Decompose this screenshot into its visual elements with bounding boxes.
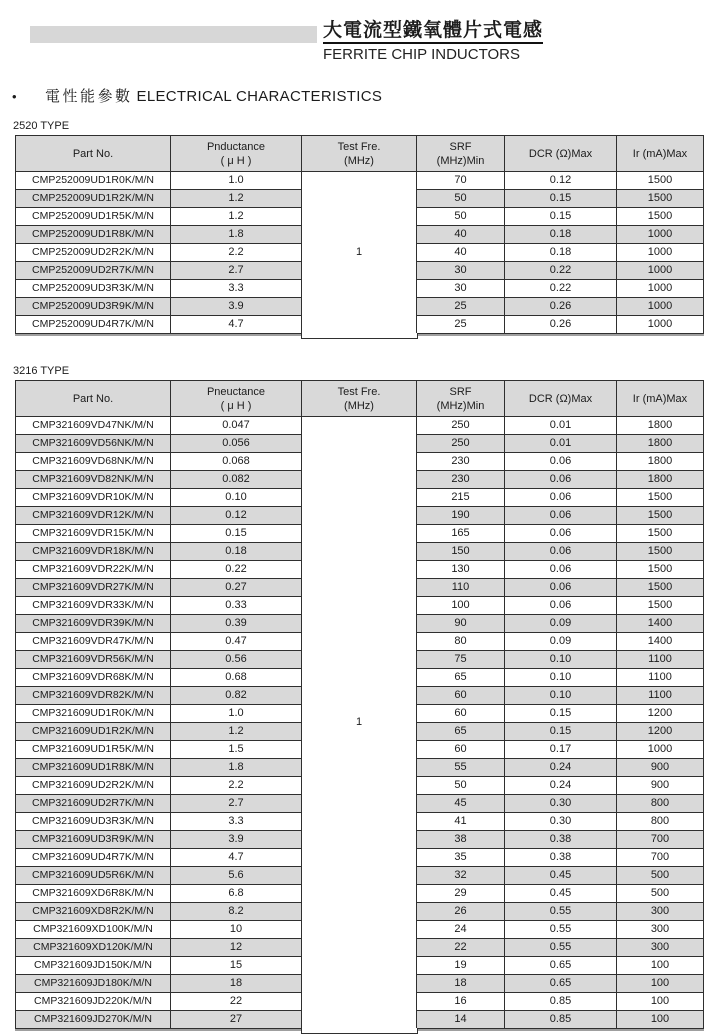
ir-cell: 300 — [617, 903, 704, 921]
inductance-cell: 10 — [171, 921, 302, 939]
ir-cell: 1800 — [617, 417, 704, 435]
dcr-cell: 0.65 — [505, 957, 617, 975]
dcr-cell: 0.22 — [505, 280, 617, 298]
part-no-cell: CMP321609UD1R2K/M/N — [16, 723, 171, 741]
ir-cell: 100 — [617, 1011, 704, 1029]
dcr-cell: 0.15 — [505, 190, 617, 208]
srf-cell: 75 — [417, 651, 505, 669]
col-header-inductance: Pnductance ( μ H ) — [171, 136, 302, 172]
srf-cell: 40 — [417, 226, 505, 244]
ir-cell: 1000 — [617, 741, 704, 759]
part-no-cell: CMP321609UD3R3K/M/N — [16, 813, 171, 831]
type-label-2520: 2520 TYPE — [13, 120, 70, 132]
dcr-cell: 0.22 — [505, 262, 617, 280]
inductance-cell: 1.0 — [171, 705, 302, 723]
ir-cell: 1500 — [617, 208, 704, 226]
table-3216-body — [16, 417, 704, 1029]
inductance-cell: 0.047 — [171, 417, 302, 435]
srf-cell: 165 — [417, 525, 505, 543]
part-no-cell: CMP321609XD6R8K/M/N — [16, 885, 171, 903]
srf-cell: 80 — [417, 633, 505, 651]
inductance-cell: 5.6 — [171, 867, 302, 885]
srf-cell: 60 — [417, 705, 505, 723]
dcr-cell: 0.55 — [505, 921, 617, 939]
inductance-cell: 1.2 — [171, 208, 302, 226]
inductance-cell: 2.7 — [171, 262, 302, 280]
dcr-cell: 0.38 — [505, 831, 617, 849]
inductance-cell: 27 — [171, 1011, 302, 1029]
inductance-cell: 0.056 — [171, 435, 302, 453]
inductance-cell: 1.2 — [171, 190, 302, 208]
part-no-cell: CMP321609JD270K/M/N — [16, 1011, 171, 1029]
inductance-cell: 8.2 — [171, 903, 302, 921]
srf-cell: 90 — [417, 615, 505, 633]
bullet-icon: • — [12, 89, 17, 104]
ir-cell: 1500 — [617, 190, 704, 208]
srf-cell: 60 — [417, 687, 505, 705]
part-no-cell: CMP252009UD3R3K/M/N — [16, 280, 171, 298]
dcr-cell: 0.55 — [505, 939, 617, 957]
inductance-cell: 3.3 — [171, 813, 302, 831]
col-header-test-fre: Test Fre. (MHz) — [302, 136, 417, 172]
ir-cell: 1200 — [617, 705, 704, 723]
part-no-cell: CMP321609UD1R8K/M/N — [16, 759, 171, 777]
part-no-cell: CMP321609VD56NK/M/N — [16, 435, 171, 453]
srf-cell: 16 — [417, 993, 505, 1011]
test-frequency-cell: 1 — [302, 417, 417, 1029]
srf-cell: 250 — [417, 417, 505, 435]
header-row — [16, 136, 704, 172]
srf-cell: 70 — [417, 172, 505, 190]
section-title-zh: 電性能參數 — [45, 88, 133, 105]
ir-cell: 1000 — [617, 280, 704, 298]
srf-cell: 50 — [417, 190, 505, 208]
srf-cell: 130 — [417, 561, 505, 579]
ir-cell: 1500 — [617, 543, 704, 561]
part-no-cell: CMP321609VDR10K/M/N — [16, 489, 171, 507]
inductance-cell: 3.9 — [171, 831, 302, 849]
ir-cell: 1000 — [617, 226, 704, 244]
part-no-cell: CMP321609XD120K/M/N — [16, 939, 171, 957]
dcr-cell: 0.06 — [505, 543, 617, 561]
dcr-cell: 0.10 — [505, 669, 617, 687]
ir-cell: 1500 — [617, 579, 704, 597]
part-no-cell: CMP321609XD8R2K/M/N — [16, 903, 171, 921]
srf-cell: 24 — [417, 921, 505, 939]
col-header-part-no: Part No. — [16, 381, 171, 417]
ir-cell: 1500 — [617, 507, 704, 525]
table-2520 — [15, 135, 704, 334]
srf-cell: 40 — [417, 244, 505, 262]
col-header-ir: Ir (mA)Max — [617, 136, 704, 172]
inductance-cell: 4.7 — [171, 316, 302, 334]
ir-cell: 1200 — [617, 723, 704, 741]
col-header-dcr: DCR (Ω)Max — [505, 381, 617, 417]
inductance-cell: 0.12 — [171, 507, 302, 525]
part-no-cell: CMP321609VDR27K/M/N — [16, 579, 171, 597]
dcr-cell: 0.06 — [505, 489, 617, 507]
ir-cell: 100 — [617, 957, 704, 975]
inductance-cell: 0.82 — [171, 687, 302, 705]
col-header-srf: SRF (MHz)Min — [417, 136, 505, 172]
dcr-cell: 0.06 — [505, 471, 617, 489]
dcr-cell: 0.12 — [505, 172, 617, 190]
table-3216-wrap — [15, 380, 703, 1029]
dcr-cell: 0.30 — [505, 813, 617, 831]
ir-cell: 800 — [617, 813, 704, 831]
srf-cell: 100 — [417, 597, 505, 615]
srf-cell: 41 — [417, 813, 505, 831]
ir-cell: 1400 — [617, 615, 704, 633]
srf-cell: 50 — [417, 777, 505, 795]
inductance-cell: 0.10 — [171, 489, 302, 507]
srf-cell: 50 — [417, 208, 505, 226]
inductance-cell: 3.9 — [171, 298, 302, 316]
srf-cell: 65 — [417, 723, 505, 741]
ir-cell: 1800 — [617, 453, 704, 471]
dcr-cell: 0.15 — [505, 705, 617, 723]
part-no-cell: CMP252009UD1R0K/M/N — [16, 172, 171, 190]
header-gray-bar — [30, 26, 317, 43]
srf-cell: 215 — [417, 489, 505, 507]
part-no-cell: CMP321609UD3R9K/M/N — [16, 831, 171, 849]
ir-cell: 1400 — [617, 633, 704, 651]
dcr-cell: 0.26 — [505, 316, 617, 334]
dcr-cell: 0.17 — [505, 741, 617, 759]
inductance-cell: 0.68 — [171, 669, 302, 687]
part-no-cell: CMP321609UD2R2K/M/N — [16, 777, 171, 795]
srf-cell: 230 — [417, 453, 505, 471]
ir-cell: 500 — [617, 867, 704, 885]
inductance-cell: 1.2 — [171, 723, 302, 741]
col-header-test-fre: Test Fre. (MHz) — [302, 381, 417, 417]
title-block — [323, 21, 543, 64]
srf-cell: 32 — [417, 867, 505, 885]
ir-cell: 700 — [617, 849, 704, 867]
inductance-cell: 0.56 — [171, 651, 302, 669]
dcr-cell: 0.85 — [505, 993, 617, 1011]
srf-cell: 55 — [417, 759, 505, 777]
part-no-cell: CMP321609VD82NK/M/N — [16, 471, 171, 489]
type-label-3216: 3216 TYPE — [13, 365, 70, 377]
col-header-part-no: Part No. — [16, 136, 171, 172]
table-3216 — [15, 380, 704, 1029]
col-header-inductance: Pneuctance ( μ H ) — [171, 381, 302, 417]
part-no-cell: CMP252009UD1R5K/M/N — [16, 208, 171, 226]
part-no-cell: CMP321609JD180K/M/N — [16, 975, 171, 993]
inductance-cell: 0.47 — [171, 633, 302, 651]
inductance-cell: 18 — [171, 975, 302, 993]
dcr-cell: 0.45 — [505, 867, 617, 885]
part-no-cell: CMP321609JD150K/M/N — [16, 957, 171, 975]
dcr-cell: 0.06 — [505, 525, 617, 543]
table-row — [16, 417, 704, 435]
dcr-cell: 0.26 — [505, 298, 617, 316]
dcr-cell: 0.10 — [505, 651, 617, 669]
table-2520-head — [16, 136, 704, 172]
inductance-cell: 1.0 — [171, 172, 302, 190]
srf-cell: 25 — [417, 298, 505, 316]
dcr-cell: 0.10 — [505, 687, 617, 705]
srf-cell: 110 — [417, 579, 505, 597]
ir-cell: 300 — [617, 939, 704, 957]
dcr-cell: 0.06 — [505, 561, 617, 579]
dcr-cell: 0.06 — [505, 453, 617, 471]
srf-cell: 35 — [417, 849, 505, 867]
dcr-cell: 0.18 — [505, 244, 617, 262]
inductance-cell: 0.27 — [171, 579, 302, 597]
inductance-cell: 0.068 — [171, 453, 302, 471]
dcr-cell: 0.06 — [505, 507, 617, 525]
part-no-cell: CMP252009UD2R2K/M/N — [16, 244, 171, 262]
header-row — [16, 381, 704, 417]
part-no-cell: CMP321609VDR68K/M/N — [16, 669, 171, 687]
part-no-cell: CMP321609VDR82K/M/N — [16, 687, 171, 705]
col-header-srf: SRF (MHz)Min — [417, 381, 505, 417]
ir-cell: 1800 — [617, 471, 704, 489]
ir-cell: 1500 — [617, 489, 704, 507]
ir-cell: 1500 — [617, 172, 704, 190]
ir-cell: 1500 — [617, 597, 704, 615]
dcr-cell: 0.18 — [505, 226, 617, 244]
dcr-cell: 0.85 — [505, 1011, 617, 1029]
ir-cell: 1000 — [617, 244, 704, 262]
ir-cell: 1000 — [617, 316, 704, 334]
inductance-cell: 1.8 — [171, 226, 302, 244]
table-2520-body — [16, 172, 704, 334]
part-no-cell: CMP252009UD3R9K/M/N — [16, 298, 171, 316]
srf-cell: 26 — [417, 903, 505, 921]
dcr-cell: 0.15 — [505, 208, 617, 226]
part-no-cell: CMP321609VDR18K/M/N — [16, 543, 171, 561]
inductance-cell: 15 — [171, 957, 302, 975]
col-header-ir: Ir (mA)Max — [617, 381, 704, 417]
part-no-cell: CMP321609UD2R7K/M/N — [16, 795, 171, 813]
ir-cell: 1800 — [617, 435, 704, 453]
page-header — [0, 0, 718, 64]
inductance-cell: 2.2 — [171, 777, 302, 795]
part-no-cell: CMP321609VDR33K/M/N — [16, 597, 171, 615]
srf-cell: 150 — [417, 543, 505, 561]
dcr-cell: 0.01 — [505, 435, 617, 453]
inductance-cell: 22 — [171, 993, 302, 1011]
part-no-cell: CMP321609VDR22K/M/N — [16, 561, 171, 579]
dcr-cell: 0.01 — [505, 417, 617, 435]
part-no-cell: CMP321609VD68NK/M/N — [16, 453, 171, 471]
srf-cell: 230 — [417, 471, 505, 489]
ir-cell: 700 — [617, 831, 704, 849]
part-no-cell: CMP321609VDR39K/M/N — [16, 615, 171, 633]
part-no-cell: CMP321609UD1R5K/M/N — [16, 741, 171, 759]
srf-cell: 65 — [417, 669, 505, 687]
srf-cell: 30 — [417, 262, 505, 280]
ir-cell: 300 — [617, 921, 704, 939]
inductance-cell: 3.3 — [171, 280, 302, 298]
part-no-cell: CMP321609UD1R0K/M/N — [16, 705, 171, 723]
inductance-cell: 0.15 — [171, 525, 302, 543]
ir-cell: 1500 — [617, 561, 704, 579]
part-no-cell: CMP321609UD5R6K/M/N — [16, 867, 171, 885]
dcr-cell: 0.38 — [505, 849, 617, 867]
inductance-cell: 2.2 — [171, 244, 302, 262]
dcr-cell: 0.24 — [505, 759, 617, 777]
ir-cell: 1500 — [617, 525, 704, 543]
inductance-cell: 1.8 — [171, 759, 302, 777]
part-no-cell: CMP252009UD4R7K/M/N — [16, 316, 171, 334]
page-title-zh: 大電流型鐵氧體片式電感 — [323, 21, 543, 44]
ir-cell: 1100 — [617, 687, 704, 705]
col-header-dcr: DCR (Ω)Max — [505, 136, 617, 172]
table-3216-head — [16, 381, 704, 417]
part-no-cell: CMP321609VDR12K/M/N — [16, 507, 171, 525]
ir-cell: 900 — [617, 759, 704, 777]
srf-cell: 25 — [417, 316, 505, 334]
dcr-cell: 0.09 — [505, 615, 617, 633]
dcr-cell: 0.15 — [505, 723, 617, 741]
ir-cell: 900 — [617, 777, 704, 795]
ir-cell: 800 — [617, 795, 704, 813]
dcr-cell: 0.45 — [505, 885, 617, 903]
inductance-cell: 6.8 — [171, 885, 302, 903]
test-column-cell-extension — [301, 1028, 418, 1034]
part-no-cell: CMP252009UD1R2K/M/N — [16, 190, 171, 208]
part-no-cell: CMP321609JD220K/M/N — [16, 993, 171, 1011]
part-no-cell: CMP252009UD1R8K/M/N — [16, 226, 171, 244]
ir-cell: 500 — [617, 885, 704, 903]
dcr-cell: 0.30 — [505, 795, 617, 813]
inductance-cell: 1.5 — [171, 741, 302, 759]
part-no-cell: CMP321609XD100K/M/N — [16, 921, 171, 939]
part-no-cell: CMP321609VDR56K/M/N — [16, 651, 171, 669]
srf-cell: 30 — [417, 280, 505, 298]
test-column-cell-extension — [301, 333, 418, 339]
ir-cell: 1100 — [617, 651, 704, 669]
part-no-cell: CMP321609VDR47K/M/N — [16, 633, 171, 651]
inductance-cell: 0.39 — [171, 615, 302, 633]
part-no-cell: CMP321609VDR15K/M/N — [16, 525, 171, 543]
table-2520-wrap — [15, 135, 703, 334]
dcr-cell: 0.06 — [505, 597, 617, 615]
srf-cell: 19 — [417, 957, 505, 975]
inductance-cell: 2.7 — [171, 795, 302, 813]
srf-cell: 29 — [417, 885, 505, 903]
inductance-cell: 0.18 — [171, 543, 302, 561]
srf-cell: 18 — [417, 975, 505, 993]
section-title-row — [12, 85, 718, 106]
srf-cell: 60 — [417, 741, 505, 759]
inductance-cell: 0.082 — [171, 471, 302, 489]
inductance-cell: 4.7 — [171, 849, 302, 867]
ir-cell: 100 — [617, 975, 704, 993]
srf-cell: 45 — [417, 795, 505, 813]
test-frequency-cell: 1 — [302, 172, 417, 334]
ir-cell: 1100 — [617, 669, 704, 687]
srf-cell: 250 — [417, 435, 505, 453]
part-no-cell: CMP252009UD2R7K/M/N — [16, 262, 171, 280]
dcr-cell: 0.06 — [505, 579, 617, 597]
dcr-cell: 0.24 — [505, 777, 617, 795]
inductance-cell: 0.22 — [171, 561, 302, 579]
inductance-cell: 12 — [171, 939, 302, 957]
table-row — [16, 172, 704, 190]
dcr-cell: 0.09 — [505, 633, 617, 651]
dcr-cell: 0.55 — [505, 903, 617, 921]
srf-cell: 190 — [417, 507, 505, 525]
part-no-cell: CMP321609VD47NK/M/N — [16, 417, 171, 435]
ir-cell: 100 — [617, 993, 704, 1011]
srf-cell: 38 — [417, 831, 505, 849]
part-no-cell: CMP321609UD4R7K/M/N — [16, 849, 171, 867]
page-title-en: FERRITE CHIP INDUCTORS — [323, 46, 520, 63]
ir-cell: 1000 — [617, 262, 704, 280]
section-title-en: ELECTRICAL CHARACTERISTICS — [136, 88, 383, 105]
dcr-cell: 0.65 — [505, 975, 617, 993]
inductance-cell: 0.33 — [171, 597, 302, 615]
srf-cell: 22 — [417, 939, 505, 957]
ir-cell: 1000 — [617, 298, 704, 316]
srf-cell: 14 — [417, 1011, 505, 1029]
